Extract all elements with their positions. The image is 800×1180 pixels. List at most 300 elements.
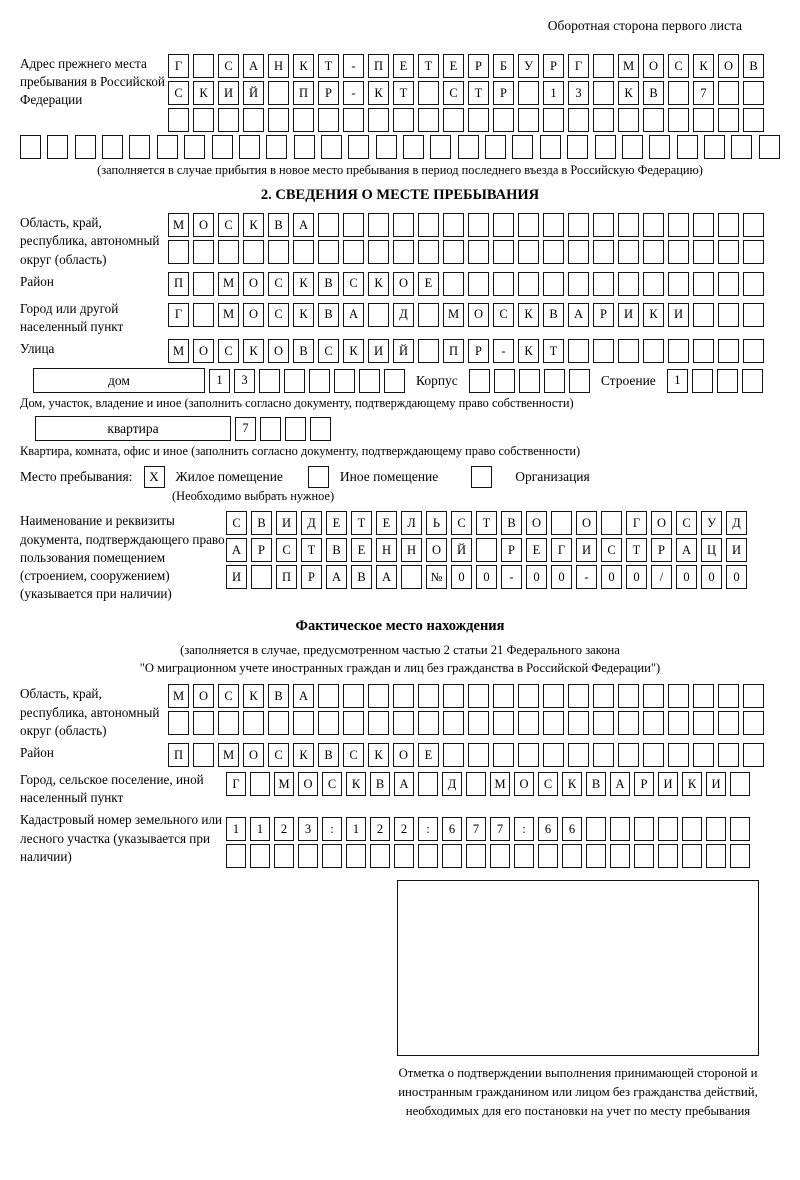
char-box	[519, 369, 540, 393]
char-box	[668, 339, 689, 363]
char-box: С	[218, 684, 239, 708]
char-box	[706, 844, 726, 868]
char-box: С	[443, 81, 464, 105]
char-box	[593, 711, 614, 735]
fact-oblast-rows	[168, 684, 780, 735]
char-box: М	[443, 303, 464, 327]
char-box	[693, 339, 714, 363]
char-box: И	[658, 772, 678, 796]
char-box: В	[351, 565, 372, 589]
char-box	[370, 844, 390, 868]
char-box: Т	[543, 339, 564, 363]
char-box: С	[226, 511, 247, 535]
char-box	[468, 213, 489, 237]
char-box: 0	[676, 565, 697, 589]
fact-note-line2: "О миграционном учете иностранных граждан и лиц без гражданства в Российской Федерации")	[139, 661, 661, 676]
char-box	[468, 711, 489, 735]
char-box: А	[293, 213, 314, 237]
char-box	[348, 135, 369, 159]
kvartira-cells	[235, 417, 331, 441]
korpus-cells	[469, 369, 590, 393]
char-box	[743, 684, 764, 708]
char-box	[595, 135, 616, 159]
char-box	[293, 108, 314, 132]
char-box	[568, 240, 589, 264]
char-box	[442, 844, 462, 868]
char-box: К	[368, 743, 389, 767]
char-box: И	[668, 303, 689, 327]
char-box	[418, 303, 439, 327]
char-box	[692, 369, 713, 393]
char-box	[518, 213, 539, 237]
char-box	[643, 272, 664, 296]
oblast-block	[20, 213, 780, 269]
char-box: С	[218, 54, 239, 78]
char-box: В	[370, 772, 390, 796]
char-box	[268, 240, 289, 264]
char-box	[493, 684, 514, 708]
char-box: Т	[626, 538, 647, 562]
char-box	[493, 743, 514, 767]
section2-title: 2. СВЕДЕНИЯ О МЕСТЕ ПРЕБЫВАНИЯ	[260, 187, 540, 204]
char-box: И	[726, 538, 747, 562]
char-box	[157, 135, 178, 159]
mesto-prebyvaniya-row	[20, 466, 780, 488]
page-header-note: Оборотная сторона первого листа	[547, 18, 742, 33]
char-box: К	[293, 54, 314, 78]
char-box	[618, 213, 639, 237]
dom-box: дом	[33, 368, 205, 393]
char-box: Т	[351, 511, 372, 535]
char-box	[494, 369, 515, 393]
char-box	[490, 844, 510, 868]
char-box: С	[268, 272, 289, 296]
char-box: Г	[168, 303, 189, 327]
char-box: А	[226, 538, 247, 562]
char-box: -	[343, 81, 364, 105]
kadastr-label: Кадастровый номер земельного или лесного участка (указывается при наличии)	[20, 812, 223, 864]
fact-oblast-block	[20, 684, 780, 740]
char-box	[693, 711, 714, 735]
char-box: С	[676, 511, 697, 535]
char-box	[743, 108, 764, 132]
char-box	[310, 417, 331, 441]
char-box	[512, 135, 533, 159]
char-box: Н	[268, 54, 289, 78]
char-box: С	[451, 511, 472, 535]
char-box: О	[514, 772, 534, 796]
char-box: Н	[401, 538, 422, 562]
char-box	[518, 743, 539, 767]
char-box: Е	[418, 272, 439, 296]
char-box: С	[322, 772, 342, 796]
kadastr-block	[20, 810, 780, 868]
char-box: О	[298, 772, 318, 796]
org-label: Организация	[515, 469, 590, 485]
char-box: Р	[318, 81, 339, 105]
char-box: Т	[418, 54, 439, 78]
char-box: М	[618, 54, 639, 78]
char-box	[618, 684, 639, 708]
char-box: 0	[601, 565, 622, 589]
char-box	[318, 213, 339, 237]
char-box	[493, 272, 514, 296]
dom-row	[20, 368, 780, 393]
char-box	[610, 844, 630, 868]
char-box: К	[293, 272, 314, 296]
char-box	[618, 272, 639, 296]
char-box: 0	[476, 565, 497, 589]
zhiloe-label: Жилое помещение	[175, 469, 283, 485]
char-box: И	[276, 511, 297, 535]
kadastr-rows	[226, 810, 780, 868]
char-box: П	[276, 565, 297, 589]
char-box	[743, 711, 764, 735]
char-box: А	[326, 565, 347, 589]
char-box: О	[193, 339, 214, 363]
char-box	[443, 240, 464, 264]
char-box: О	[643, 54, 664, 78]
char-box	[731, 135, 752, 159]
char-box	[718, 240, 739, 264]
char-box	[368, 108, 389, 132]
char-box	[518, 272, 539, 296]
char-box	[618, 240, 639, 264]
char-box	[193, 303, 214, 327]
char-box: К	[193, 81, 214, 105]
fact-oblast-label: Область, край, республика, автономный округ (область)	[20, 686, 160, 738]
gorod-label: Город или другой населенный пункт	[20, 300, 124, 334]
char-box: В	[643, 81, 664, 105]
char-box	[20, 135, 41, 159]
char-box: Т	[318, 54, 339, 78]
char-box: А	[293, 684, 314, 708]
char-box	[634, 817, 654, 841]
char-box: 2	[394, 817, 414, 841]
char-box	[601, 511, 622, 535]
char-box	[593, 743, 614, 767]
char-box: О	[526, 511, 547, 535]
char-box	[47, 135, 68, 159]
oblast-row-2	[168, 240, 780, 264]
char-box: К	[293, 303, 314, 327]
char-box	[634, 844, 654, 868]
char-box	[260, 417, 281, 441]
char-box	[443, 272, 464, 296]
char-box	[418, 772, 438, 796]
char-box	[643, 108, 664, 132]
char-box	[393, 240, 414, 264]
char-box	[294, 135, 315, 159]
char-box	[321, 135, 342, 159]
char-box	[693, 272, 714, 296]
char-box	[544, 369, 565, 393]
char-box	[543, 272, 564, 296]
char-box	[743, 339, 764, 363]
oblast-rows	[168, 213, 780, 264]
char-box: М	[168, 684, 189, 708]
char-box	[443, 684, 464, 708]
char-box	[668, 240, 689, 264]
char-box	[309, 369, 330, 393]
char-box: А	[376, 565, 397, 589]
char-box: :	[418, 817, 438, 841]
char-box: 1	[346, 817, 366, 841]
char-box: Т	[393, 81, 414, 105]
char-box	[743, 213, 764, 237]
char-box	[266, 135, 287, 159]
char-box	[468, 108, 489, 132]
char-box: Т	[476, 511, 497, 535]
kvartira-caption: Квартира, комната, офис и иное (заполнить согласно документу, подтверждающему право собственности)	[20, 444, 581, 459]
char-box	[718, 711, 739, 735]
char-box	[593, 213, 614, 237]
char-box	[543, 240, 564, 264]
char-box: :	[514, 817, 534, 841]
char-box: М	[218, 272, 239, 296]
char-box	[643, 240, 664, 264]
char-box	[469, 369, 490, 393]
char-box	[569, 369, 590, 393]
char-box	[518, 108, 539, 132]
dom-cells	[209, 369, 405, 393]
inoe-checkbox	[308, 466, 329, 488]
char-box	[418, 711, 439, 735]
char-box	[285, 417, 306, 441]
char-box: Б	[493, 54, 514, 78]
char-box	[168, 108, 189, 132]
char-box	[568, 108, 589, 132]
char-box: М	[490, 772, 510, 796]
char-box	[693, 303, 714, 327]
kadastr-row-2	[226, 844, 780, 868]
char-box: 0	[526, 565, 547, 589]
char-box	[243, 240, 264, 264]
char-box: С	[168, 81, 189, 105]
char-box	[298, 844, 318, 868]
char-box: К	[293, 743, 314, 767]
char-box: С	[268, 743, 289, 767]
char-box	[610, 817, 630, 841]
char-box: 6	[538, 817, 558, 841]
doc-row-3	[226, 565, 780, 589]
char-box	[293, 711, 314, 735]
char-box	[718, 108, 739, 132]
char-box	[618, 711, 639, 735]
char-box: -	[343, 54, 364, 78]
char-box: К	[693, 54, 714, 78]
char-box	[193, 54, 214, 78]
char-box	[658, 844, 678, 868]
char-box: Д	[442, 772, 462, 796]
char-box	[274, 844, 294, 868]
char-box: П	[168, 272, 189, 296]
korpus-label: Корпус	[416, 372, 458, 388]
char-box	[759, 135, 780, 159]
char-box: 0	[551, 565, 572, 589]
char-box	[493, 711, 514, 735]
char-box	[593, 81, 614, 105]
char-box: 6	[562, 817, 582, 841]
char-box	[593, 272, 614, 296]
fact-gorod-label: Город, сельское поселение, иной населенный пункт	[20, 772, 204, 806]
char-box	[622, 135, 643, 159]
char-box: Р	[468, 339, 489, 363]
char-box: И	[368, 339, 389, 363]
char-box	[693, 240, 714, 264]
char-box: Г	[626, 511, 647, 535]
char-box: Р	[651, 538, 672, 562]
stroenie-cells	[667, 369, 763, 393]
char-box	[718, 743, 739, 767]
char-box: 1	[667, 369, 688, 393]
char-box: С	[268, 303, 289, 327]
char-box: -	[493, 339, 514, 363]
char-box: К	[243, 684, 264, 708]
char-box	[318, 711, 339, 735]
char-box	[468, 743, 489, 767]
dom-caption: Дом, участок, владение и иное (заполнить согласно документу, подтверждающему право собственности)	[20, 396, 574, 411]
char-box: 0	[626, 565, 647, 589]
prev-address-label: Адрес прежнего места пребывания в Российской Федерации	[20, 56, 165, 108]
char-box	[293, 240, 314, 264]
oblast-row-1	[168, 213, 780, 237]
doc-row-2	[226, 538, 780, 562]
char-box: 1	[209, 369, 230, 393]
char-box: И	[218, 81, 239, 105]
char-box	[618, 108, 639, 132]
char-box	[443, 711, 464, 735]
char-box: №	[426, 565, 447, 589]
char-box: М	[168, 339, 189, 363]
char-box: В	[543, 303, 564, 327]
char-box	[418, 844, 438, 868]
char-box: М	[218, 743, 239, 767]
char-box	[543, 213, 564, 237]
char-box	[743, 81, 764, 105]
char-box: В	[268, 213, 289, 237]
char-box	[193, 240, 214, 264]
char-box: Ц	[701, 538, 722, 562]
char-box	[250, 772, 270, 796]
char-box: К	[343, 339, 364, 363]
char-box	[562, 844, 582, 868]
char-box	[368, 240, 389, 264]
char-box: Д	[393, 303, 414, 327]
char-box	[393, 711, 414, 735]
char-box	[368, 303, 389, 327]
raion-block	[20, 272, 780, 296]
fact-oblast-row-2	[168, 711, 780, 735]
prev-address-block	[20, 54, 780, 132]
char-box: 1	[226, 817, 246, 841]
char-box	[468, 240, 489, 264]
char-box: 0	[701, 565, 722, 589]
char-box	[418, 81, 439, 105]
char-box	[593, 54, 614, 78]
char-box	[493, 108, 514, 132]
char-box: Е	[526, 538, 547, 562]
char-box: Ь	[426, 511, 447, 535]
char-box: Д	[726, 511, 747, 535]
char-box	[218, 240, 239, 264]
char-box	[743, 743, 764, 767]
char-box: О	[243, 303, 264, 327]
char-box	[318, 240, 339, 264]
org-checkbox	[471, 466, 492, 488]
char-box: -	[576, 565, 597, 589]
char-box	[368, 213, 389, 237]
fact-gorod-row	[226, 772, 750, 796]
char-box	[193, 711, 214, 735]
char-box: Т	[301, 538, 322, 562]
char-box: М	[218, 303, 239, 327]
char-box: А	[243, 54, 264, 78]
ulitsa-label: Улица	[20, 341, 55, 357]
char-box	[543, 743, 564, 767]
fact-raion-row	[168, 743, 764, 767]
char-box	[243, 108, 264, 132]
char-box: А	[610, 772, 630, 796]
char-box: К	[243, 213, 264, 237]
char-box	[430, 135, 451, 159]
char-box: Е	[376, 511, 397, 535]
char-box	[359, 369, 380, 393]
char-box: А	[394, 772, 414, 796]
char-box: 1	[543, 81, 564, 105]
char-box	[393, 684, 414, 708]
char-box	[401, 565, 422, 589]
stroenie-label: Строение	[600, 372, 656, 388]
kadastr-row-1	[226, 817, 780, 841]
char-box	[403, 135, 424, 159]
char-box: Р	[493, 81, 514, 105]
oblast-label: Область, край, республика, автономный округ (область)	[20, 215, 160, 267]
char-box: 7	[466, 817, 486, 841]
char-box	[468, 272, 489, 296]
char-box	[540, 135, 561, 159]
char-box: У	[701, 511, 722, 535]
char-box	[649, 135, 670, 159]
mesto-prefix: Место пребывания:	[20, 469, 133, 485]
stamp-caption: Отметка о подтверждении выполнения принимающей стороной и иностранным гражданином или лицом без гражданства действий, необходимых для его постановки на учет по месту пребывания	[398, 1066, 758, 1118]
char-box: С	[218, 339, 239, 363]
char-box: Р	[301, 565, 322, 589]
char-box: Р	[593, 303, 614, 327]
char-box	[568, 339, 589, 363]
raion-row	[168, 272, 764, 296]
char-box	[586, 844, 606, 868]
doc-row-1	[226, 511, 780, 535]
char-box	[212, 135, 233, 159]
fact-raion-label: Район	[20, 745, 54, 760]
char-box	[443, 743, 464, 767]
char-box	[318, 108, 339, 132]
prev-address-rows	[168, 54, 780, 132]
char-box: К	[682, 772, 702, 796]
char-box	[518, 684, 539, 708]
char-box: Р	[543, 54, 564, 78]
inoe-label: Иное помещение	[339, 469, 439, 485]
prev-address-row-2	[168, 81, 780, 105]
char-box	[218, 711, 239, 735]
char-box	[268, 108, 289, 132]
char-box: Л	[401, 511, 422, 535]
char-box: С	[343, 272, 364, 296]
prev-address-note: (заполняется в случае прибытия в новое место пребывания в период последнего въезда в Российскую Федерацию)	[97, 163, 703, 177]
char-box	[476, 538, 497, 562]
char-box	[543, 108, 564, 132]
